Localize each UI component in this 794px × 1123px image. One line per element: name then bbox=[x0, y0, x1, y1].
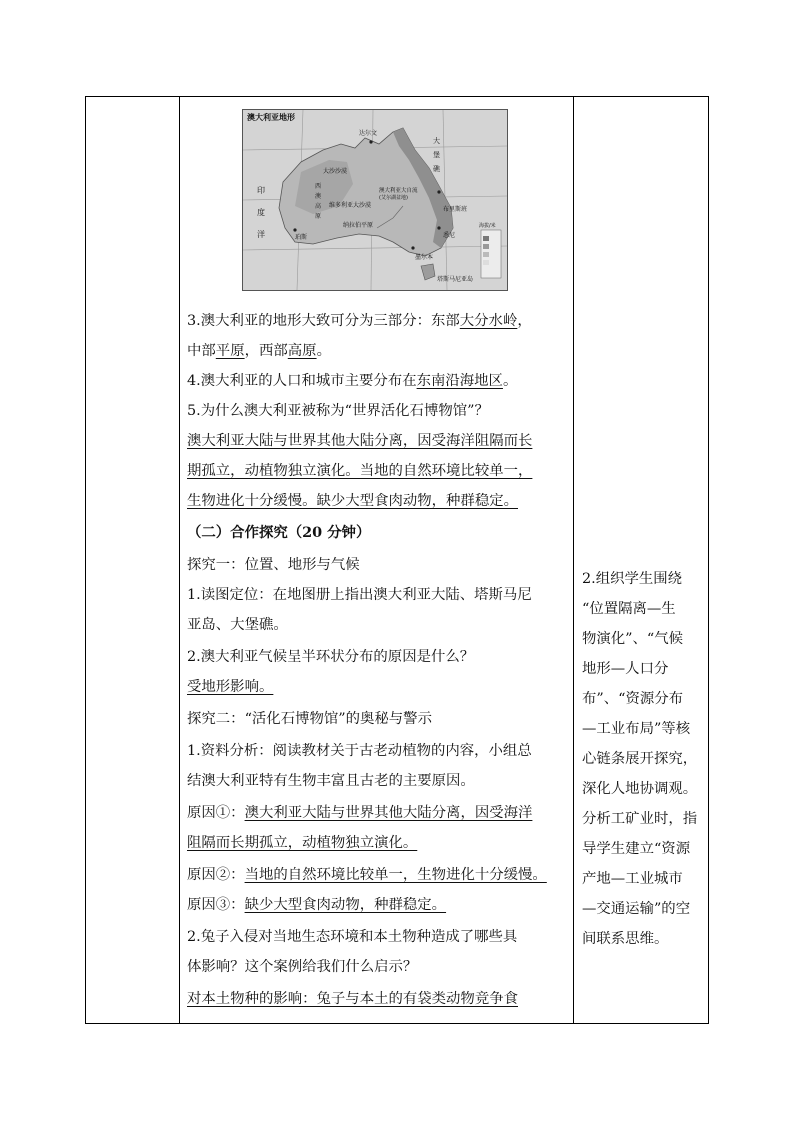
label-ocean-2: 度 bbox=[257, 208, 265, 217]
note-line: “位置隔离—生 bbox=[582, 601, 676, 617]
label-ocean-3: 洋 bbox=[257, 230, 265, 239]
label-gbr-1: 大 bbox=[433, 137, 440, 145]
reason-label: 原因①： bbox=[187, 805, 245, 821]
reason-3 bbox=[187, 895, 446, 915]
answer-line-3: 生物进化十分缓慢。缺少大型食肉动物，种群稳定。 bbox=[187, 493, 518, 509]
text-segment: ， bbox=[517, 313, 532, 329]
note-line: 分析工矿业时，指 bbox=[582, 811, 698, 827]
reason-answer: 缺少大型食肉动物，种群稳定。 bbox=[244, 897, 447, 913]
label-tasmania: 塔斯马尼亚岛 bbox=[437, 276, 474, 283]
answer-great-dividing-range: 大分水岭 bbox=[459, 313, 518, 329]
answer-rabbit: 对本土物种的影响：兔子与本土的有袋类动物竞争食 bbox=[187, 991, 518, 1007]
label-brisbane: 布里斯班 bbox=[443, 206, 468, 213]
answer-climate: 受地形影响。 bbox=[187, 679, 274, 695]
answer-plain: 平原 bbox=[215, 343, 245, 359]
map-graphic bbox=[243, 110, 507, 290]
label-great-sandy: 大沙沙漠 bbox=[323, 168, 348, 175]
map-title: 澳大利亚地形 bbox=[247, 113, 295, 122]
note-line: —交通运输”的空 bbox=[582, 901, 691, 917]
lesson-table bbox=[85, 96, 709, 1024]
reason-answer: 澳大利亚大陆与世界其他大陆分离，因受海洋 bbox=[244, 805, 533, 821]
text-line-terrain-2 bbox=[187, 341, 331, 361]
question-rabbit-2: 体影响？这个案例给我们什么启示？ bbox=[187, 959, 418, 975]
text-line-terrain bbox=[187, 311, 532, 331]
label-darwin: 达尔文 bbox=[359, 130, 378, 137]
text-segment: 。 bbox=[316, 343, 331, 359]
inquiry-one-title: 探究一：位置、地形与气候 bbox=[187, 557, 360, 573]
column-divider-left bbox=[179, 97, 180, 1023]
answer-line-1: 澳大利亚大陆与世界其他大陆分离，因受海洋阻隔而长 bbox=[187, 433, 533, 449]
note-line: 间联系思维。 bbox=[582, 931, 669, 947]
answer-plateau: 高原 bbox=[287, 343, 317, 359]
section-heading-cooperative: （二）合作探究（20 分钟） bbox=[187, 524, 371, 541]
note-line: 地形—人口分 bbox=[582, 661, 669, 677]
label-artesian: 澳大利亚大自流 bbox=[379, 188, 418, 194]
text-segment: 3.澳大利亚的地形大致可分为三部分：东部 bbox=[187, 313, 460, 329]
label-gbr-2: 堡 bbox=[433, 151, 440, 159]
note-line: 导学生建立“资源 bbox=[582, 841, 691, 857]
note-line: 物演化”、“气候 bbox=[582, 631, 684, 647]
label-ocean-1: 印 bbox=[257, 186, 265, 195]
question-rabbit-1: 2.兔子入侵对当地生态环境和本土物种造成了哪些具 bbox=[187, 929, 518, 945]
label-west-1: 西 bbox=[315, 183, 322, 190]
label-indian-ocean bbox=[257, 180, 265, 246]
label-west-3: 高 bbox=[315, 203, 322, 210]
text-segment: 。 bbox=[502, 373, 518, 389]
inquiry-two-title: 探究二：“活化石博物馆”的奥秘与警示 bbox=[187, 711, 432, 727]
label-west-4: 原 bbox=[315, 213, 322, 220]
text-line-population bbox=[187, 371, 517, 391]
label-nullarbor: 纳拉伯平原 bbox=[343, 222, 374, 229]
label-west-plateau bbox=[315, 182, 321, 222]
reason-1-line-1 bbox=[187, 803, 532, 823]
australia-terrain-map bbox=[242, 109, 508, 291]
label-west-2: 澳 bbox=[315, 193, 322, 200]
reason-label: 原因②： bbox=[187, 867, 245, 883]
note-line: 布”、“资源分布 bbox=[582, 691, 684, 707]
task-analysis-1: 1.资料分析：阅读教材关于古老动植物的内容，小组总 bbox=[187, 743, 532, 759]
note-line: 深化人地协调观。 bbox=[582, 781, 698, 797]
label-artesian-sub: (艾尔湖盆地) bbox=[379, 195, 408, 201]
note-line: —工业布局”等核 bbox=[582, 721, 691, 737]
answer-southeast-coast: 东南沿海地区 bbox=[416, 373, 503, 389]
note-line: 2.组织学生围绕 bbox=[582, 571, 683, 587]
note-line: 产地—工业城市 bbox=[582, 871, 683, 887]
label-sydney: 悉尼 bbox=[443, 232, 456, 239]
map-legend-title: 海拔/米 bbox=[479, 223, 496, 229]
task-analysis-2: 结澳大利亚特有生物丰富且古老的主要原因。 bbox=[187, 773, 475, 789]
reason-answer: 当地的自然环境比较单一，生物进化十分缓慢。 bbox=[244, 867, 547, 883]
reason-1-line-2: 阻隔而长期孤立，动植物独立演化。 bbox=[187, 835, 418, 851]
label-victoria-desert: 维多利亚大沙漠 bbox=[329, 202, 372, 209]
label-great-barrier-reef bbox=[433, 134, 440, 176]
note-line: 心链条展开探究， bbox=[582, 751, 698, 767]
text-segment: ，西部 bbox=[244, 343, 288, 359]
label-perth: 珀斯 bbox=[295, 234, 308, 241]
column-divider-right bbox=[573, 97, 574, 1023]
question-climate: 2.澳大利亚气候呈半环状分布的原因是什么？ bbox=[187, 649, 475, 665]
reason-2 bbox=[187, 865, 547, 885]
answer-line-2: 期孤立，动植物独立演化。当地的自然环境比较单一， bbox=[187, 463, 533, 479]
label-gbr-3: 礁 bbox=[433, 165, 440, 173]
question-living-fossil: 5.为什么澳大利亚被称为“世界活化石博物馆”？ bbox=[187, 403, 489, 419]
text-segment: 中部 bbox=[187, 343, 216, 359]
reason-label: 原因③： bbox=[187, 897, 245, 913]
label-melbourne: 墨尔本 bbox=[415, 254, 434, 261]
task-locate-1: 1.读图定位：在地图册上指出澳大利亚大陆、塔斯马尼 bbox=[187, 587, 532, 603]
task-locate-2: 亚岛、大堡礁。 bbox=[187, 617, 288, 633]
text-segment: 4.澳大利亚的人口和城市主要分布在 bbox=[187, 373, 417, 389]
